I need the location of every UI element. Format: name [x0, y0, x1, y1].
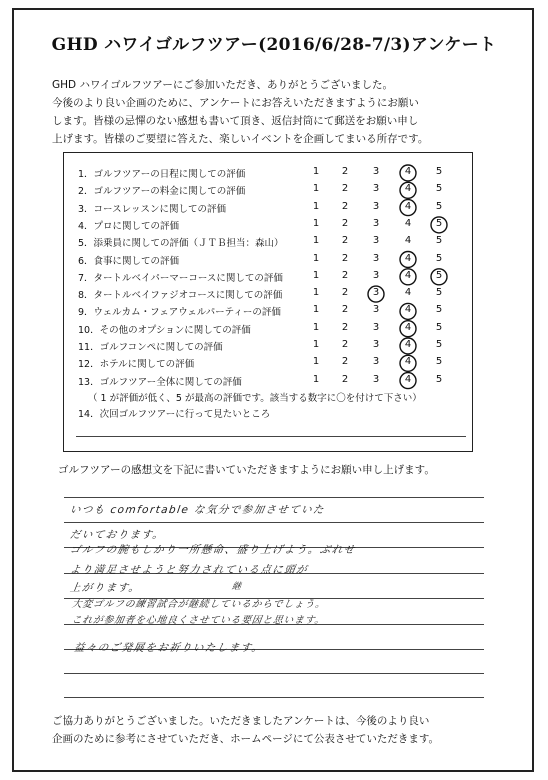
rating-option[interactable]: 5: [435, 373, 443, 385]
intro-line: します。皆様の忌憚のない感想も書いて頂き、返信封筒にて郵送をお願い申し: [52, 115, 419, 127]
footer-text: [52, 712, 492, 748]
question-14: 14．次回ゴルフツアーに行って見たいところ: [78, 409, 271, 420]
ruled-line: [64, 522, 484, 523]
rating-option[interactable]: 3: [372, 235, 380, 247]
rating-option[interactable]: 3: [372, 356, 380, 368]
q14-answer-line: [76, 436, 466, 437]
question-label: 1．ゴルフツアーの日程に関しての評価: [78, 169, 246, 180]
handwritten-line: 上がります。: [69, 582, 142, 594]
intro-line: 今後のより良い企画のために、アンケートにお答えいただきますようにお願い: [52, 97, 419, 109]
rating-option[interactable]: 3: [372, 339, 380, 350]
rating-option[interactable]: 3: [372, 287, 380, 299]
rating-option[interactable]: 2: [341, 252, 349, 264]
rating-option[interactable]: 5: [435, 166, 443, 177]
rating-note: （ 1 が評価が低く、5 が最高の評価です。該当する数字に〇を付けて下さい）: [88, 393, 422, 404]
question-label: 8．タートルベイファジオコースに関しての評価: [78, 290, 283, 302]
rating-option[interactable]: 4: [404, 217, 412, 229]
rating-option[interactable]: 4: [404, 304, 412, 316]
rating-option[interactable]: 2: [341, 321, 349, 333]
question-label: 2．ゴルフツアーの料金に関しての評価: [78, 186, 246, 198]
rating-option[interactable]: 5: [435, 339, 443, 350]
rating-option[interactable]: 3: [372, 166, 380, 177]
rating-option[interactable]: 1: [312, 235, 320, 247]
rating-option[interactable]: 4: [404, 166, 412, 177]
rating-option[interactable]: 3: [372, 269, 380, 281]
survey-title: GHD ハワイゴルフツアー(2016/6/28-7/3)アンケート: [51, 35, 497, 55]
handwritten-insert: 継: [231, 582, 243, 592]
rating-option[interactable]: 2: [341, 269, 349, 281]
rating-option[interactable]: 2: [341, 166, 349, 177]
rating-option[interactable]: 2: [341, 304, 349, 316]
rating-option[interactable]: 5: [435, 200, 443, 212]
question-label: 9．ウェルカム・フェアウェルパーティーの評価: [78, 307, 281, 319]
rating-option[interactable]: 1: [312, 339, 320, 350]
ruled-line: [64, 697, 484, 698]
rating-option[interactable]: 1: [312, 252, 320, 264]
rating-option[interactable]: 4: [404, 321, 412, 333]
question-label: 10．その他のオプションに関しての評価: [78, 324, 251, 336]
rating-option[interactable]: 4: [404, 235, 412, 247]
rating-option[interactable]: 5: [435, 356, 443, 368]
impression-prompt: ゴルフツアーの感想文を下記に書いていただきますようにお願い申し上げます。: [58, 464, 435, 476]
rating-option[interactable]: 3: [372, 217, 380, 229]
rating-option[interactable]: 1: [312, 373, 320, 385]
rating-option[interactable]: 5: [435, 269, 443, 281]
question-label: 11．ゴルフコンペに関しての評価: [78, 342, 223, 353]
rating-option[interactable]: 3: [372, 183, 380, 195]
rating-option[interactable]: 2: [341, 287, 349, 299]
question-label: 5．添乗員に関しての評価（ＪＴＢ担当：森山）: [78, 238, 284, 250]
handwritten-line: だいております。: [69, 529, 166, 541]
rating-option[interactable]: 4: [404, 252, 412, 264]
handwritten-line: いつも comfortable な気分で参加させていた: [69, 504, 326, 516]
rating-option[interactable]: 5: [435, 235, 443, 247]
question-label: 13．ゴルフツアー全体に関しての評価: [78, 376, 242, 388]
rating-option[interactable]: 4: [404, 373, 412, 385]
rating-option[interactable]: 2: [341, 200, 349, 212]
rating-option[interactable]: 3: [372, 252, 380, 264]
question-label: 4．プロに関しての評価: [78, 220, 180, 232]
footer-line: 企画のために参考にさせていただき、ホームページにて公表させていただきます。: [52, 733, 440, 745]
question-label: 3．コースレッスンに関しての評価: [78, 203, 226, 215]
rating-option[interactable]: 2: [341, 339, 349, 350]
question-label: 7．タートルベイパーマーコースに関しての評価: [78, 272, 283, 284]
intro-line: GHD ハワイゴルフツアーにご参加いただき、ありがとうございました。: [52, 79, 393, 91]
rating-option[interactable]: 2: [341, 373, 349, 385]
rating-option[interactable]: 1: [312, 200, 320, 212]
rating-option[interactable]: 2: [341, 356, 349, 368]
intro-paragraph: [52, 76, 492, 148]
rating-option[interactable]: 4: [404, 183, 412, 195]
handwritten-line: ゴルフの腕もしかり一所懸命、盛り上げよう。ぶれせ: [69, 544, 357, 556]
rating-option[interactable]: 4: [404, 200, 412, 212]
rating-option[interactable]: 1: [312, 269, 320, 281]
rating-option[interactable]: 5: [435, 183, 443, 195]
rating-option[interactable]: 5: [435, 321, 443, 333]
handwritten-line: これが参加者を心地良くさせている要因と思います。: [71, 615, 326, 626]
rating-option[interactable]: 1: [312, 166, 320, 177]
rating-option[interactable]: 3: [372, 321, 380, 333]
intro-line: 上げます。皆様のご要望に答えた、楽しいイベントを企画してまいる所存です。: [52, 133, 429, 145]
rating-option[interactable]: 1: [312, 356, 320, 368]
rating-option[interactable]: 3: [372, 373, 380, 385]
rating-option[interactable]: 3: [372, 304, 380, 316]
rating-option[interactable]: 5: [435, 217, 443, 229]
rating-option[interactable]: 1: [312, 183, 320, 195]
handwritten-line: 大変ゴルフの練習試合が継続しているからでしょう。: [71, 599, 327, 610]
rating-option[interactable]: 1: [312, 321, 320, 333]
ruled-line: [64, 673, 484, 674]
rating-option[interactable]: 2: [341, 235, 349, 247]
rating-option[interactable]: 1: [312, 217, 320, 229]
ruled-line: [64, 497, 484, 498]
rating-option[interactable]: 5: [435, 287, 443, 299]
rating-option[interactable]: 1: [312, 304, 320, 316]
rating-option[interactable]: 4: [404, 356, 412, 368]
handwritten-line: より満足させようと努力されている点に頭が: [69, 564, 309, 576]
handwritten-line: 益々のご発展をお祈りいたします。: [73, 642, 265, 654]
rating-option[interactable]: 1: [312, 287, 320, 299]
rating-option[interactable]: 3: [372, 200, 380, 212]
rating-option[interactable]: 4: [404, 269, 412, 281]
rating-option[interactable]: 2: [341, 217, 349, 229]
question-label: 12．ホテルに関しての評価: [78, 359, 195, 371]
footer-line: ご協力ありがとうございました。いただきましたアンケートは、今後のより良い: [52, 715, 430, 727]
rating-option[interactable]: 2: [341, 183, 349, 195]
question-label: 6．食事に関しての評価: [78, 255, 180, 267]
rating-option[interactable]: 5: [435, 252, 443, 264]
rating-option[interactable]: 4: [404, 287, 412, 299]
rating-option[interactable]: 4: [404, 339, 412, 350]
rating-option[interactable]: 5: [435, 304, 443, 316]
